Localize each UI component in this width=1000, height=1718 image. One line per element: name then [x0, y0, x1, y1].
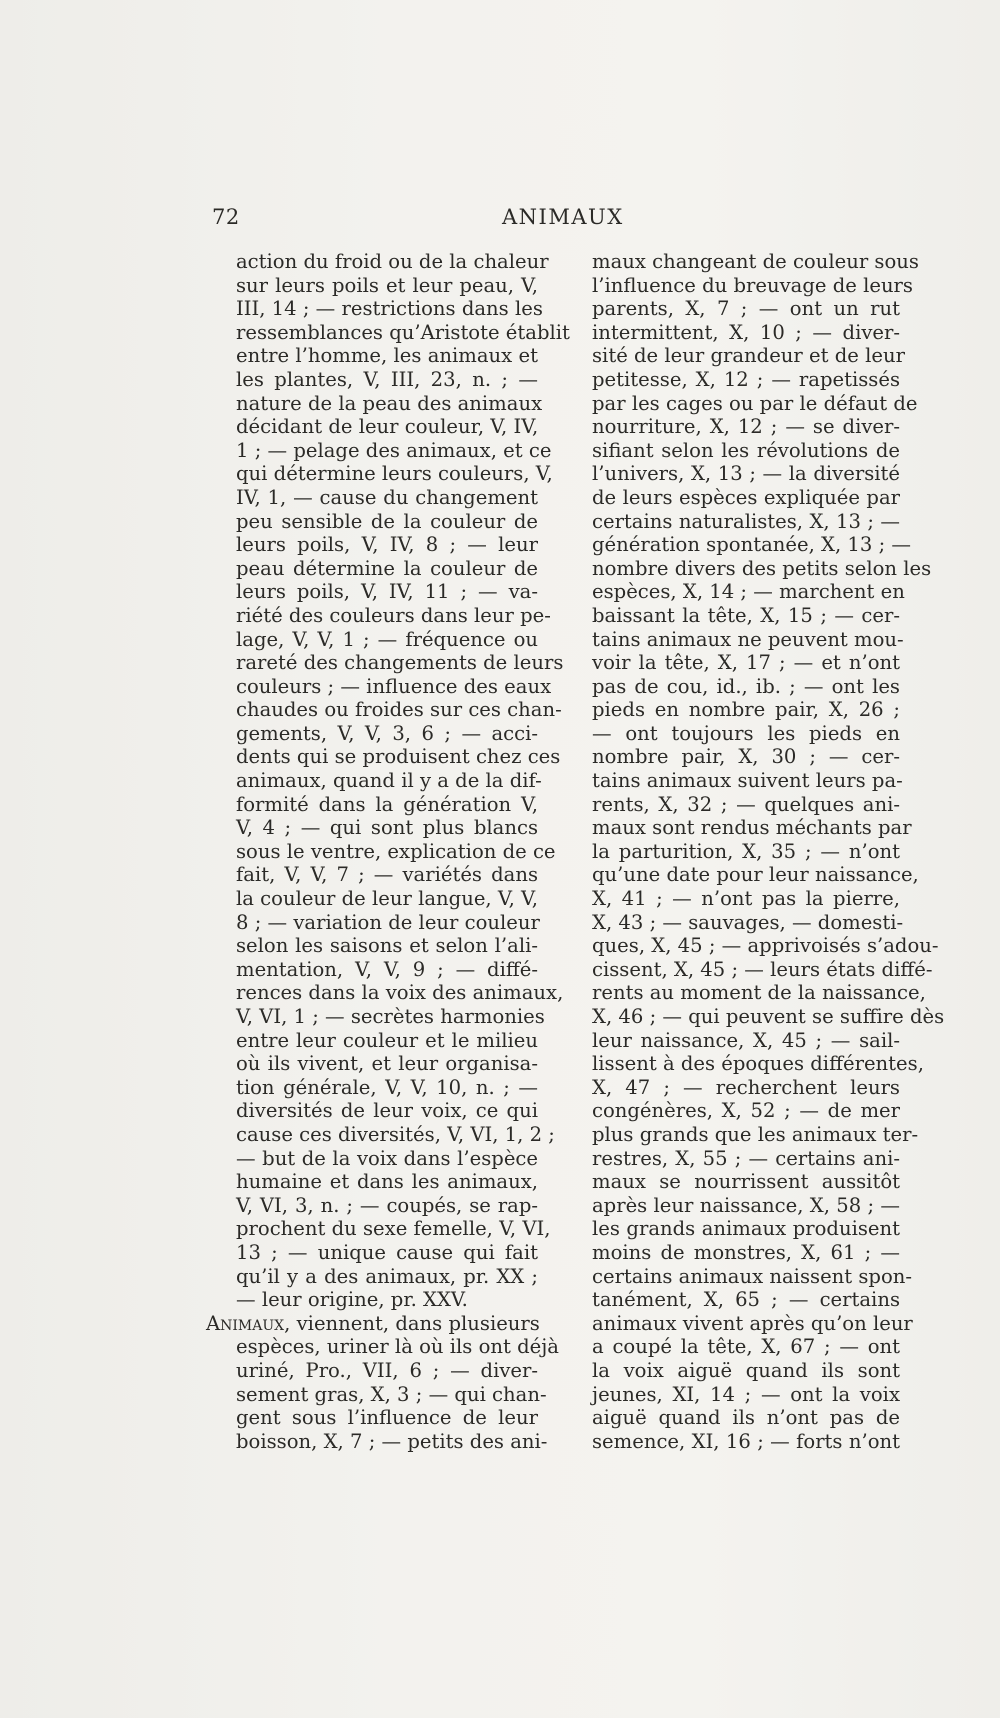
text-line: ques, X, 45 ; — apprivoisés s’adou- — [592, 934, 939, 958]
text-line: maux se nourrissent aussitôt — [592, 1170, 900, 1194]
text-line: les grands animaux produisent — [592, 1217, 900, 1241]
text-line: dents qui se produisent chez ces — [236, 745, 561, 769]
text-line: lissent à des époques différentes, — [592, 1052, 924, 1076]
text-line: intermittent, X, 10 ; — diver- — [592, 320, 900, 344]
text-line: 8 ; — variation de leur couleur — [236, 910, 540, 934]
text-line: tains animaux ne peuvent mou- — [592, 627, 904, 651]
text-line: voir la tête, X, 17 ; — et n’ont — [592, 651, 900, 675]
text-line: riété des couleurs dans leur pe- — [236, 603, 551, 627]
text-line: cause ces diversités, V, VI, 1, 2 ; — [236, 1122, 555, 1146]
text-line: nourriture, X, 12 ; — se diver- — [592, 415, 900, 439]
text-line: gent sous l’influence de leur — [236, 1406, 538, 1430]
text-line: tanément, X, 65 ; — certains — [592, 1288, 900, 1312]
text-line: humaine et dans les animaux, — [236, 1170, 538, 1194]
text-line: V, VI, 1 ; — secrètes harmonies — [236, 1005, 545, 1028]
entry-headword-line — [206, 1312, 538, 1336]
text-line: IV, 1, — cause du changement — [236, 485, 538, 509]
text-line: entre leur couleur et le milieu — [236, 1028, 538, 1052]
text-line: sité de leur grandeur et de leur — [592, 344, 905, 368]
text-line: X, 41 ; — n’ont pas la pierre, — [592, 887, 900, 911]
text-line: où ils vivent, et leur organisa- — [236, 1052, 538, 1076]
text-line: plus grands que les animaux ter- — [592, 1122, 919, 1146]
text-line: action du froid ou de la chaleur — [236, 250, 549, 273]
text-line: peu sensible de la couleur de — [236, 509, 538, 533]
text-line: nature de la peau des animaux — [236, 391, 543, 415]
text-line: fait, V, V, 7 ; — variétés dans — [236, 863, 538, 887]
text-line: maux changeant de couleur sous — [592, 250, 919, 273]
text-line: ressemblances qu’Aristote établit — [236, 320, 570, 344]
text-line: — ont toujours les pieds en — [592, 721, 900, 745]
text-line: décidant de leur couleur, V, IV, — [236, 415, 539, 439]
text-line: espèces, X, 14 ; — marchent en — [592, 580, 905, 604]
running-title: ANIMAUX — [502, 205, 624, 229]
text-line: les plantes, V, III, 23, n. ; — — [236, 367, 538, 391]
text-line: tion générale, V, V, 10, n. ; — — [236, 1075, 538, 1099]
text-line: sous le ventre, explication de ce — [236, 839, 556, 863]
text-line: la voix aiguë quand ils sont — [592, 1358, 900, 1382]
text-line: tains animaux suivent leurs pa- — [592, 769, 903, 793]
text-line: baissant la tête, X, 15 ; — cer- — [592, 603, 900, 627]
text-line: leurs poils, V, IV, 8 ; — leur — [236, 533, 538, 557]
text-line: qu’il y a des animaux, pr. XX ; — [236, 1264, 538, 1288]
text-line: semence, XI, 16 ; — forts n’ont — [592, 1429, 900, 1453]
text-line: chaudes ou froides sur ces chan- — [236, 698, 562, 722]
text-line: pieds en nombre pair, X, 26 ; — [592, 698, 900, 722]
text-line: congénères, X, 52 ; — de mer — [592, 1099, 900, 1123]
text-line: 1 ; — pelage des animaux, et ce — [236, 438, 552, 462]
text-line: — leur origine, pr. XXV. — [236, 1288, 468, 1312]
text-line: l’univers, X, 13 ; — la diversité — [592, 462, 900, 486]
right-text-column — [592, 250, 945, 1453]
text-line: qui détermine leurs couleurs, V, — [236, 462, 553, 486]
text-line: restres, X, 55 ; — certains ani- — [592, 1146, 900, 1170]
text-line: mentation, V, V, 9 ; — diffé- — [236, 957, 538, 981]
text-line: parents, X, 7 ; — ont un rut — [592, 297, 900, 321]
text-line: 13 ; — unique cause qui fait — [236, 1240, 538, 1264]
text-line: sifiant selon les révolutions de — [592, 438, 900, 462]
text-line: certains naturalistes, X, 13 ; — — [592, 509, 900, 533]
text-line: moins de monstres, X, 61 ; — — [592, 1240, 900, 1264]
text-line: sur leurs poils et leur peau, V, — [236, 273, 538, 297]
text-line: rences dans la voix des animaux, — [236, 981, 564, 1005]
text-line: après leur naissance, X, 58 ; — — [592, 1193, 900, 1217]
text-line: formité dans la génération V, — [236, 792, 538, 816]
entry-headword: Animaux — [206, 1311, 285, 1335]
text-line: V, 4 ; — qui sont plus blancs — [236, 816, 538, 840]
text-line: lage, V, V, 1 ; — fréquence ou — [236, 627, 538, 651]
text-line: animaux, quand il y a de la dif- — [236, 769, 542, 793]
text-line: cissent, X, 45 ; — leurs états diffé- — [592, 957, 933, 981]
text-line: uriné, Pro., VII, 6 ; — diver- — [236, 1358, 538, 1382]
text-line: espèces, uriner là où ils ont déjà — [236, 1335, 559, 1359]
page-number: 72 — [212, 205, 240, 229]
text-line: X, 43 ; — sauvages, — domesti- — [592, 910, 904, 934]
text-line: la couleur de leur langue, V, V, — [236, 887, 538, 911]
text-line: — but de la voix dans l’espèce — [236, 1146, 538, 1170]
text-line: V, VI, 3, n. ; — coupés, se rap- — [236, 1193, 538, 1217]
left-text-column — [206, 250, 570, 1453]
text-line: selon les saisons et selon l’ali- — [236, 934, 538, 958]
text-line: gements, V, V, 3, 6 ; — acci- — [236, 721, 538, 745]
text-line: jeunes, XI, 14 ; — ont la voix — [592, 1382, 900, 1406]
page-header — [212, 205, 624, 239]
text-line: l’influence du breuvage de leurs — [592, 273, 913, 297]
text-line: sement gras, X, 3 ; — qui chan- — [236, 1382, 547, 1406]
text-line: couleurs ; — influence des eaux — [236, 674, 552, 698]
text-line: qu’une date pour leur naissance, — [592, 863, 919, 887]
text-line: entre l’homme, les animaux et — [236, 344, 538, 368]
text-line: nombre divers des petits selon les — [592, 556, 932, 580]
text-line: certains animaux naissent spon- — [592, 1264, 913, 1288]
text-line: petitesse, X, 12 ; — rapetissés — [592, 367, 900, 391]
text-line: X, 46 ; — qui peuvent se suffire dès — [592, 1005, 945, 1028]
text-line: maux sont rendus méchants par — [592, 816, 912, 840]
text-line: rareté des changements de leurs — [236, 651, 564, 675]
text-line: prochent du sexe femelle, V, VI, — [236, 1217, 551, 1241]
text-line: leurs poils, V, IV, 11 ; — va- — [236, 580, 538, 604]
text-line: la parturition, X, 35 ; — n’ont — [592, 839, 900, 863]
text-line: X, 47 ; — recherchent leurs — [592, 1075, 900, 1099]
text-line: diversités de leur voix, ce qui — [236, 1099, 538, 1123]
text-line: III, 14 ; — restrictions dans les — [236, 297, 543, 321]
text-line: rents au moment de la naissance, — [592, 981, 926, 1005]
text-line: nombre pair, X, 30 ; — cer- — [592, 745, 900, 769]
text-line: par les cages ou par le défaut de — [592, 391, 918, 415]
text-line: animaux vivent après qu’on leur — [592, 1311, 913, 1335]
text-line: génération spontanée, X, 13 ; — — [592, 533, 912, 557]
text-line: de leurs espèces expliquée par — [592, 485, 900, 509]
text-line: boisson, X, 7 ; — petits des ani- — [236, 1429, 548, 1453]
text-line: a coupé la tête, X, 67 ; — ont — [592, 1335, 900, 1359]
text-line: rents, X, 32 ; — quelques ani- — [592, 792, 900, 816]
entry-text: , viennent, dans plusieurs — [284, 1311, 540, 1335]
text-line: aiguë quand ils n’ont pas de — [592, 1406, 900, 1430]
text-line: leur naissance, X, 45 ; — sail- — [592, 1028, 900, 1052]
text-line: pas de cou, id., ib. ; — ont les — [592, 674, 900, 698]
text-line: peau détermine la couleur de — [236, 556, 538, 580]
